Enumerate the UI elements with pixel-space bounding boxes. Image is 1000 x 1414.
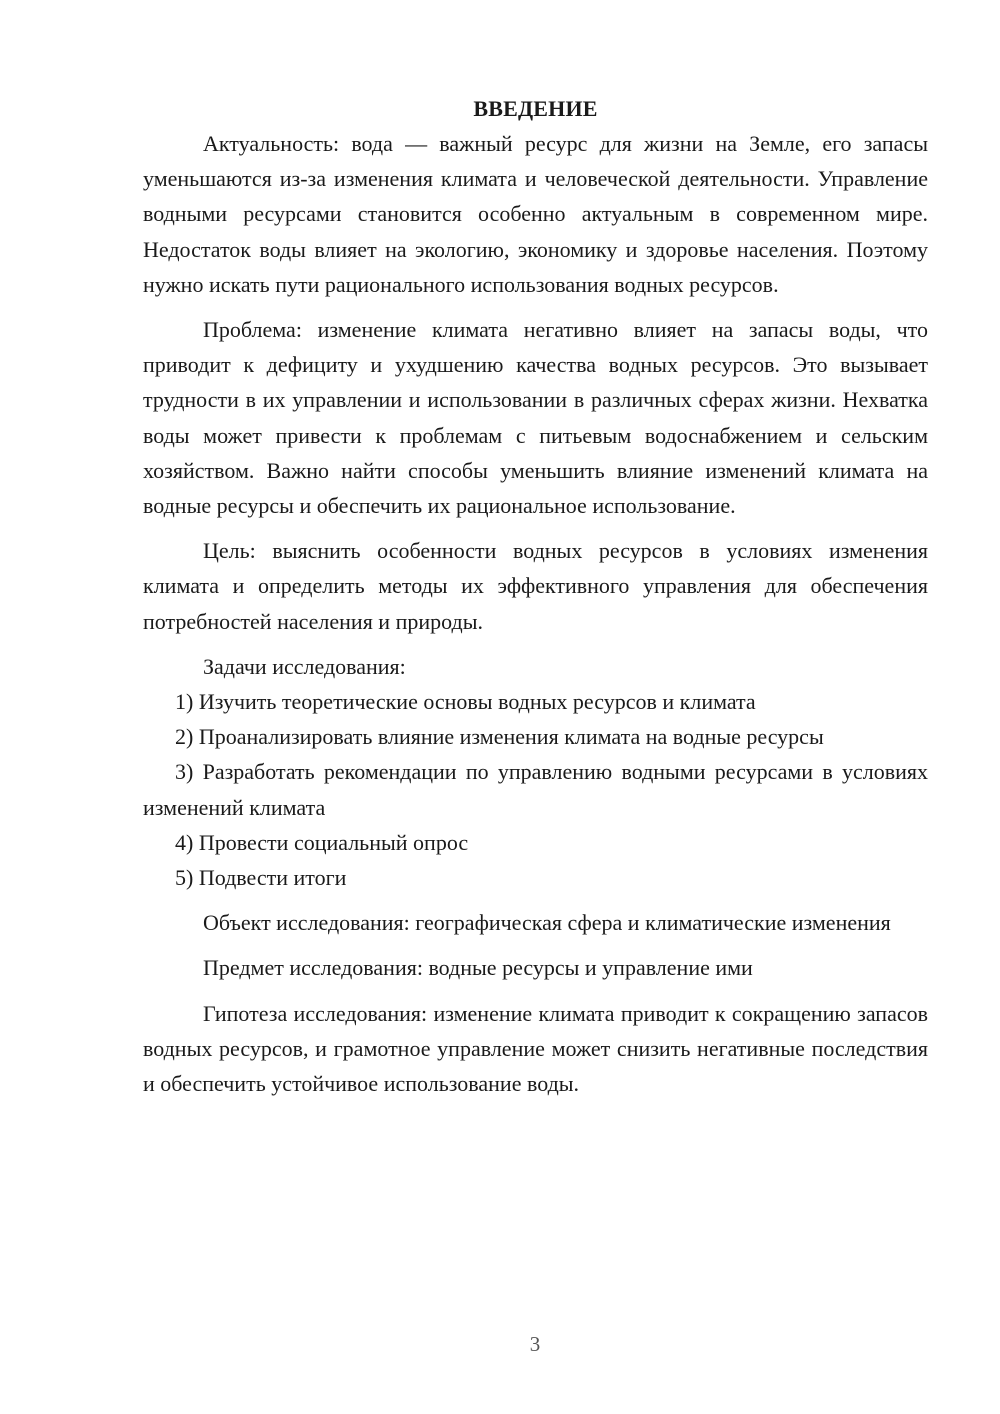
tasks-list xyxy=(143,684,928,895)
tasks-heading: Задачи исследования: xyxy=(203,653,406,679)
paragraph-relevance: Актуальность: вода — важный ресурс для жизни на Земле, его запасы уменьшаются из-за изменения климата и человеческой деятельности. Управление водными ресурсами становится особенно актуальным в современном мире. Недостаток воды влияет на экологию, экономику и здоровье населения. Поэтому нужно искать пути рационального использования водных ресурсов. xyxy=(143,131,928,297)
task-item: 1) Изучить теоретические основы водных ресурсов и климата xyxy=(175,689,756,715)
task-item: 3) Разработать рекомендации по управлению водными ресурсами в условиях изменений климата xyxy=(143,759,928,820)
task-item: 4) Провести социальный опрос xyxy=(175,829,469,855)
paragraph-hypothesis: Гипотеза исследования: изменение климата приводит к сокращению запасов водных ресурсов, и грамотное управление может снизить негативные последствия и обеспечить устойчивое использование воды. xyxy=(143,1000,928,1097)
document-page xyxy=(143,92,928,1101)
paragraph-goal: Цель: выяснить особенности водных ресурсов в условиях изменения климата и определить методы их эффективного управления для обеспечения потребностей населения и природы. xyxy=(143,538,928,634)
paragraph-object: Объект исследования: географическая сфера и климатические изменения xyxy=(203,910,891,936)
task-item: 5) Подвести итоги xyxy=(175,865,347,891)
page-number: 3 xyxy=(529,1332,541,1356)
paragraph-problem: Проблема: изменение климата негативно влияет на запасы воды, что приводит к дефициту и ухудшению качества водных ресурсов. Это вызывает трудности в их управлении и использовании в различных сферах жизни. Нехватка воды может привести к проблемам с питьевым водоснабжением и сельским хозяйством. Важно найти способы уменьшить влияние изменений климата на водные ресурсы и обеспечить их рациональное использование. xyxy=(143,317,928,519)
page-title: ВВЕДЕНИЕ xyxy=(473,96,598,121)
paragraph-subject: Предмет исследования: водные ресурсы и управление ими xyxy=(203,955,753,981)
task-item: 2) Проанализировать влияние изменения климата на водные ресурсы xyxy=(175,724,824,750)
